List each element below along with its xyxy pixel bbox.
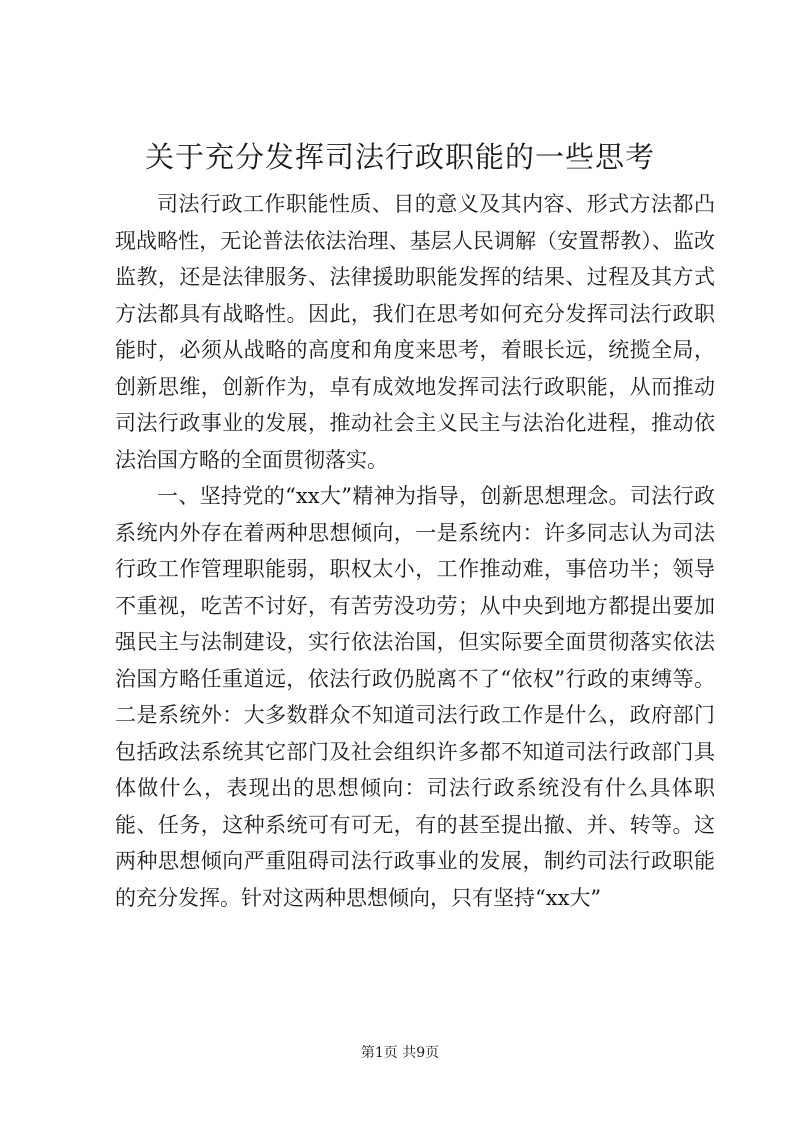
paragraph-section-one: 一、坚持党的“xx大”精神为指导，创新思想理念。司法行政系统内外存在着两种思想倾向，一是系统内：许多同志认为司法行政工作管理职能弱，职权太小，工作推动难，事倍功半；领导不重视，吃苦不讨好，有苦劳没功劳；从中央到地方都提出要加强民主与法制建设，实行依法治国，但实际要全面贯彻落实依法治国方略任重道远，依法行政仍脱离不了“依权”行政的束缚等。二是系统外：大多数群众不知道司法行政工作是什么，政府部门包括政法系统其它部门及社会组织许多都不知道司法行政部门具体做什么，表现出的思想倾向：司法行政系统没有什么具体职能、任务，这种系统可有可无，有的甚至提出撤、并、转等。这两种思想倾向严重阻碍司法行政事业的发展，制约司法行政职能的充分发挥。针对这两种思想倾向，只有坚持“xx大” (115, 484, 715, 910)
document-body (115, 186, 715, 916)
page-number-footer: 第1页 共9页 (360, 1045, 440, 1061)
document-title: 关于充分发挥司法行政职能的一些思考 (144, 140, 655, 174)
paragraph-intro: 司法行政工作职能性质、目的意义及其内容、形式方法都凸现战略性，无论普法依法治理、基层人民调解（安置帮教）、监改监教，还是法律服务、法律援助职能发挥的结果、过程及其方式方法都具有战略性。因此，我们在思考如何充分发挥司法行政职能时，必须从战略的高度和角度来思考，着眼长远，统揽全局，创新思维，创新作为，卓有成效地发挥司法行政职能，从而推动司法行政事业的发展，推动社会主义民主与法治化进程，推动依法治国方略的全面贯彻落实。 (115, 192, 715, 472)
